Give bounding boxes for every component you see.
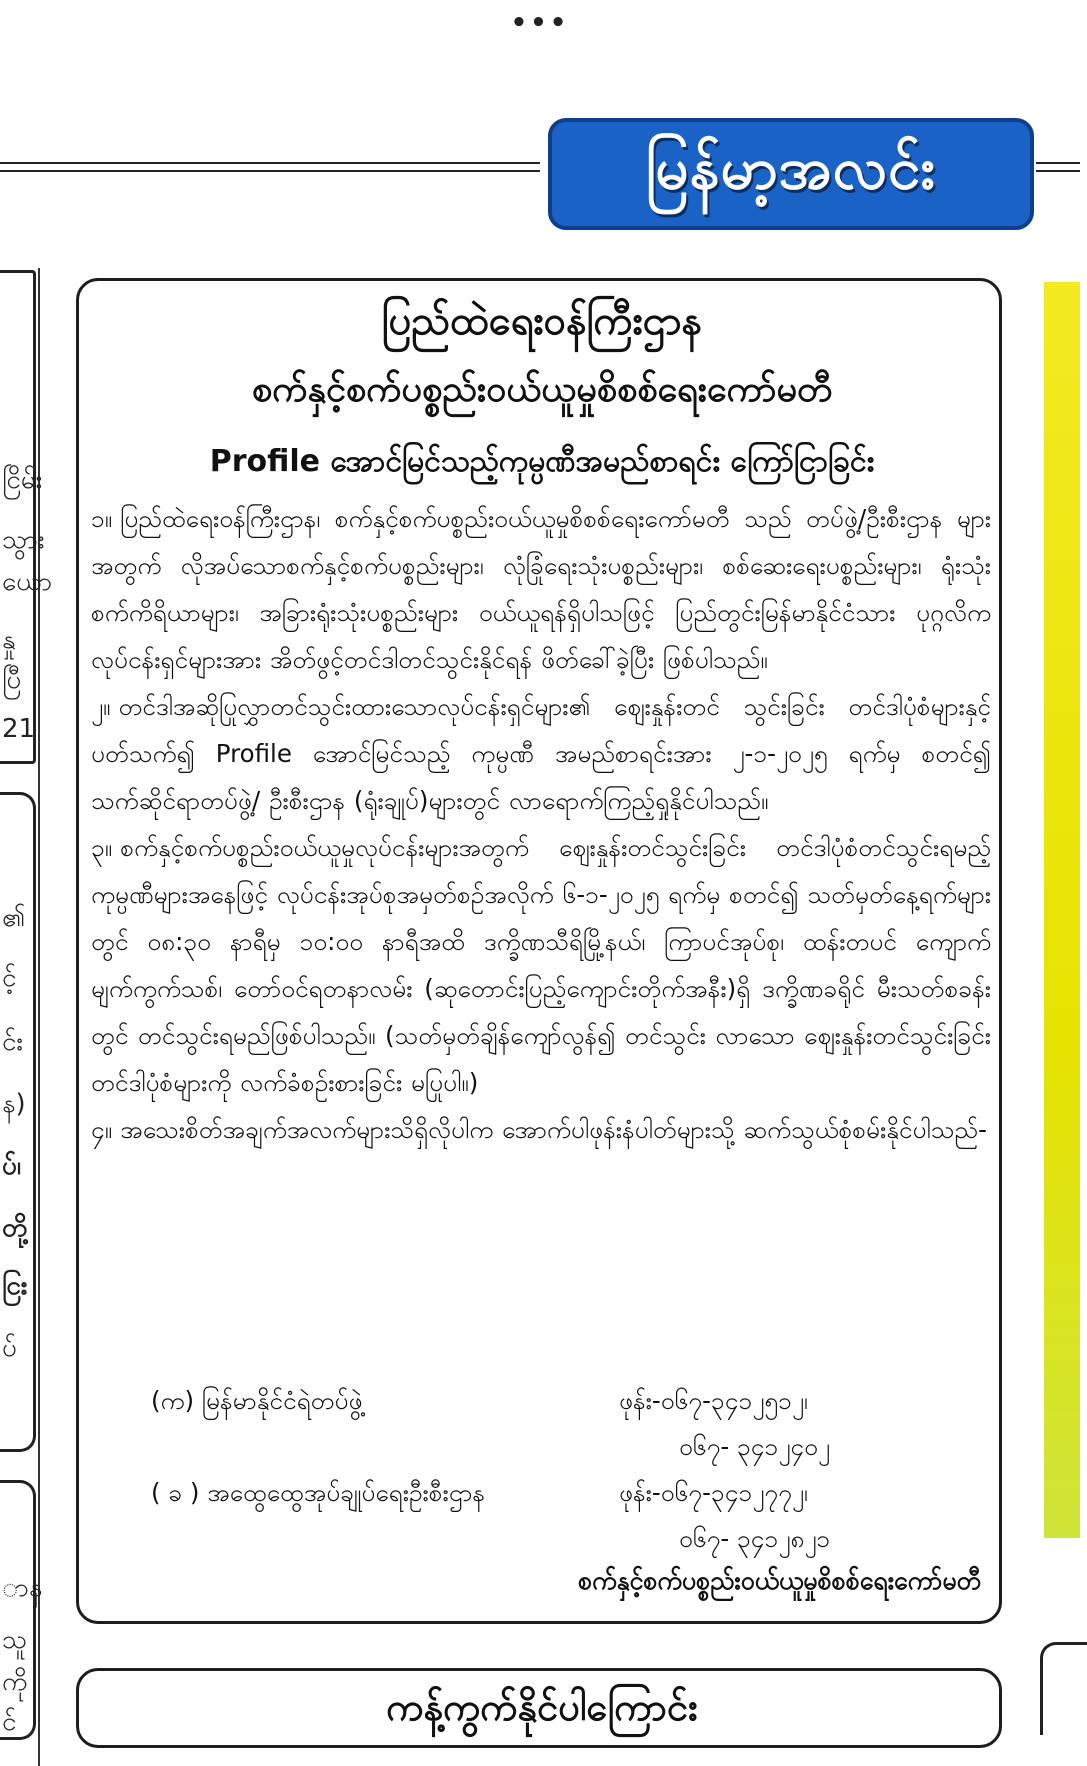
left-fragment: ကို — [2, 1667, 28, 1697]
right-column-frame — [1040, 1642, 1087, 1735]
masthead-title: မြန်မာ့အလင်း — [645, 133, 937, 202]
contact-phone: ၀၆၇- ၃၄၁၂၄၀၂ — [679, 1432, 830, 1461]
notice-committee: စက်နှင့်စက်ပစ္စည်းဝယ်ယူမှုစိစစ်ရေးကော်မတီ — [251, 369, 833, 410]
paragraph-number: ၄။ — [91, 1115, 113, 1144]
notice-ministry: ပြည်ထဲရေးဝန်ကြီးဌာန — [381, 298, 703, 344]
right-advertisement-panel — [1044, 282, 1080, 1538]
left-fragment: င် — [2, 1707, 17, 1737]
contact-phone: ၀၆၇- ၃၄၁၂၈၂၁ — [679, 1524, 831, 1553]
next-notice — [76, 1668, 1002, 1748]
contact-phone: ဖုန်း-၀၆၇-၃၄၁၂၅၁၂၊ — [619, 1386, 808, 1415]
left-fragment: နှု — [2, 625, 16, 655]
left-fragment: သူ — [2, 1625, 28, 1655]
masthead-rule-left-top — [0, 162, 540, 164]
left-fragment: န) — [2, 1089, 26, 1119]
paragraph-4 — [91, 1106, 991, 1153]
left-fragment: သွား — [2, 525, 45, 555]
left-fragment: 21 — [2, 714, 36, 744]
notice-body — [91, 495, 991, 1153]
left-fragment: ငြိမ်း — [2, 465, 43, 495]
left-fragment: ပ်၊ — [2, 1151, 21, 1181]
paragraph-number: ၁။ — [91, 504, 113, 533]
masthead-rule-right-top — [1036, 162, 1080, 164]
notice-subject: Profile အောင်မြင်သည့်ကုမ္ပဏီအမည်စာရင်း ကြော်ငြာခြင်း — [209, 444, 875, 479]
newspaper-masthead — [548, 118, 1034, 230]
paragraph-number: ၃။ — [91, 833, 113, 862]
notice-signature: စက်နှင့်စက်ပစ္စည်းဝယ်ယူမှုစိစစ်ရေးကော်မတီ — [578, 1566, 981, 1595]
paragraph-text: ပြည်ထဲရေးဝန်ကြီးဌာန၊ စက်နှင့်စက်ပစ္စည်းဝယ်ယူမှုစိစစ်ရေးကော်မတီ သည် တပ်ဖွဲ့/ဦးစီးဌာန များအတွက် လိုအပ်သောစက်နှင့်စက်ပစ္စည်းများ၊ လုံခြုံရေးသုံးပစ္စည်းများ၊ စစ်ဆေးရေးပစ္စည်းများ၊ ရုံးသုံးစက်ကိရိယာများ၊ အခြားရုံးသုံးပစ္စည်းများ ဝယ်ယူရန်ရှိပါသဖြင့် ပြည်တွင်းမြန်မာနိုင်ငံသား ပုဂ္ဂလိကလုပ်ငန်းရှင်များအား အိတ်ဖွင့်တင်ဒါတင်သွင်းနိုင်ရန် ဖိတ်ခေါ်ခဲ့ပြီး ဖြစ်ပါသည်။ — [91, 504, 991, 674]
left-fragment: င်း — [2, 1027, 24, 1057]
paragraph-2 — [91, 683, 991, 824]
left-fragment: တို့ — [2, 1213, 28, 1243]
paragraph-3 — [91, 824, 991, 1106]
tender-notice — [76, 278, 1002, 1624]
masthead-rule-right — [1036, 170, 1080, 172]
paragraph-text: အသေးစိတ်အချက်အလက်များသိရှိလိုပါက အောက်ပါဖုန်းနံပါတ်များသို့ ဆက်သွယ်စုံစမ်းနိုင်ပါသည်- — [120, 1115, 987, 1144]
contact-phone: ဖုန်း-၀၆၇-၃၄၁၂၇၇၂၊ — [619, 1478, 808, 1507]
left-fragment: ငြး — [2, 1271, 28, 1301]
paragraph-text: စက်နှင့်စက်ပစ္စည်းဝယ်ယူမှုလုပ်ငန်းများအတွက် ဈေးနှုန်းတင်သွင်းခြင်း တင်ဒါပုံစံတင်သွင်းရမည့်ကုမ္ပဏီများအနေဖြင့် လုပ်ငန်းအုပ်စုအမှတ်စဉ်အလိုက် ၆-၁-၂၀၂၅ ရက်မှ စတင်၍ သတ်မှတ်နေ့ရက်များတွင် ၀၈:၃၀ နာရီမှ ၁၀:၀၀ နာရီအထိ ဒက္ခိဏသီရိမြို့နယ်၊ ကြာပင်အုပ်စု၊ ထန်းတပင် ကျောက်မျက်ကွက်သစ်၊ တော်ဝင်ရတနာလမ်း (ဆုတောင်းပြည့်ကျောင်းတိုက်အနီး)ရှိ ဒက္ခိဏခရိုင် မီးသတ်စခန်းတွင် တင်သွင်းရမည်ဖြစ်ပါသည်။ (သတ်မှတ်ချိန်ကျော်လွန်၍ တင်သွင်း လာသော ဈေးနှုန်းတင်သွင်းခြင်း တင်ဒါပုံစံများကို လက်ခံစဉ်းစားခြင်း မပြုပါ။) — [91, 833, 991, 1097]
left-fragment: ာန — [2, 1573, 43, 1603]
paragraph-number: ၂။ — [91, 692, 111, 721]
left-fragment: ပြီ — [2, 665, 22, 695]
left-fragment: ပ် — [2, 1333, 17, 1363]
paragraph-1 — [91, 495, 991, 683]
masthead-rule-left — [0, 170, 540, 172]
left-fragment: ၏ — [2, 903, 26, 933]
contact-name: (က) မြန်မာနိုင်ငံရဲတပ်ဖွဲ့ — [151, 1386, 363, 1415]
status-dots: ••• — [510, 8, 570, 38]
left-fragment: င့် — [2, 963, 17, 993]
next-notice-title: ကန့်ကွက်နိုင်ပါကြောင်း — [386, 1685, 698, 1729]
contact-name: ( ခ ) အထွေထွေအုပ်ချုပ်ရေးဦးစီးဌာန — [151, 1478, 486, 1507]
paragraph-text: တင်ဒါအဆိုပြုလွှာတင်သွင်းထားသောလုပ်ငန်းရှင်များ၏ ဈေးနှုန်းတင် သွင်းခြင်း တင်ဒါပုံစံများနှင့်ပတ်သက်၍ Profile အောင်မြင်သည့် ကုမ္ပဏီ အမည်စာရင်းအား ၂-၁-၂၀၂၅ ရက်မှ စတင်၍ သက်ဆိုင်ရာတပ်ဖွဲ့/ ဦးစီးဌာန (ရုံးချုပ်)များတွင် လာရောက်ကြည့်ရှုနိုင်ပါသည်။ — [91, 692, 991, 815]
left-fragment: ယော — [2, 567, 53, 597]
